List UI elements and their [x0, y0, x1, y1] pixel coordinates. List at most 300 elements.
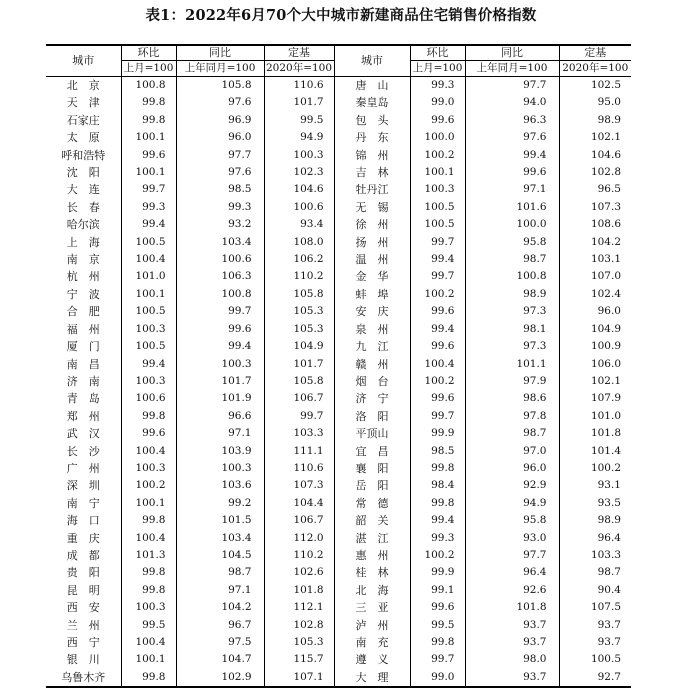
- yoy-index: 100.3: [176, 460, 264, 477]
- yoy-index: 98.7: [465, 251, 559, 268]
- yoy-index: 97.3: [465, 338, 559, 355]
- mom-index: 100.5: [410, 216, 465, 233]
- yoy-index: 95.8: [465, 234, 559, 251]
- city-name: 包 头: [334, 112, 410, 129]
- city-name: 天 津: [66, 96, 100, 110]
- yoy-index: 102.9: [176, 669, 264, 687]
- yoy-index: 99.4: [465, 147, 559, 164]
- yoy-index: 93.7: [465, 617, 559, 634]
- header-mom-right: 环比: [410, 45, 465, 61]
- table-row: [46, 251, 631, 268]
- table-row: [46, 234, 631, 251]
- fixed-base-index: 100.2: [559, 460, 631, 477]
- mom-index: 100.2: [410, 547, 465, 564]
- city-name: 丹 东: [334, 129, 410, 146]
- yoy-index: 92.6: [465, 582, 559, 599]
- header-yoy-base-right: 上年同月=100: [465, 61, 559, 77]
- city-name: 成 都: [66, 548, 100, 562]
- fixed-base-index: 93.4: [264, 216, 334, 233]
- yoy-index: 104.7: [176, 651, 264, 668]
- fixed-base-index: 107.1: [264, 669, 334, 687]
- fixed-base-index: 90.4: [559, 582, 631, 599]
- yoy-index: 96.0: [176, 129, 264, 146]
- city-name: 蚌 埠: [334, 286, 410, 303]
- city-name: 南 宁: [66, 496, 100, 510]
- city-name: 金 华: [334, 268, 410, 285]
- yoy-index: 97.6: [176, 94, 264, 111]
- fixed-base-index: 104.9: [264, 338, 334, 355]
- table-row: [46, 286, 631, 303]
- fixed-base-index: 106.7: [264, 512, 334, 529]
- city-name: 桂 林: [334, 564, 410, 581]
- mom-index: 99.8: [121, 564, 176, 581]
- table-row: [46, 356, 631, 373]
- table-row: [46, 425, 631, 442]
- fixed-base-index: 110.6: [264, 77, 334, 95]
- mom-index: 99.6: [410, 112, 465, 129]
- city-name: 湛 江: [334, 530, 410, 547]
- city-name: 吉 林: [334, 164, 410, 181]
- table-row: [46, 460, 631, 477]
- fixed-base-index: 101.4: [559, 443, 631, 460]
- city-name: 牡丹江: [334, 181, 410, 198]
- mom-index: 100.0: [410, 129, 465, 146]
- city-name: 宜 昌: [334, 443, 410, 460]
- fixed-base-index: 104.4: [264, 495, 334, 512]
- mom-index: 99.5: [410, 617, 465, 634]
- yoy-index: 98.9: [465, 286, 559, 303]
- mom-index: 99.6: [121, 425, 176, 442]
- fixed-base-index: 110.6: [264, 460, 334, 477]
- yoy-index: 97.1: [465, 181, 559, 198]
- fixed-base-index: 96.0: [559, 303, 631, 320]
- city-name: 兰 州: [66, 618, 100, 632]
- yoy-index: 100.8: [465, 268, 559, 285]
- mom-index: 99.6: [410, 303, 465, 320]
- yoy-index: 100.6: [176, 251, 264, 268]
- fixed-base-index: 106.2: [264, 251, 334, 268]
- mom-index: 100.4: [121, 251, 176, 268]
- fixed-base-index: 112.1: [264, 599, 334, 616]
- fixed-base-index: 105.3: [264, 634, 334, 651]
- table-row: [46, 129, 631, 146]
- yoy-index: 92.9: [465, 477, 559, 494]
- fixed-base-index: 115.7: [264, 651, 334, 668]
- yoy-index: 106.3: [176, 268, 264, 285]
- mom-index: 99.0: [410, 94, 465, 111]
- yoy-index: 97.7: [465, 77, 559, 95]
- mom-index: 99.8: [410, 495, 465, 512]
- city-name: 青 岛: [66, 392, 100, 406]
- city-name: 海 口: [66, 514, 100, 528]
- mom-index: 99.8: [121, 512, 176, 529]
- yoy-index: 97.9: [465, 373, 559, 390]
- mom-index: 100.3: [121, 599, 176, 616]
- mom-index: 99.8: [121, 669, 176, 687]
- fixed-base-index: 100.3: [264, 147, 334, 164]
- yoy-index: 98.5: [176, 181, 264, 198]
- mom-index: 100.3: [410, 181, 465, 198]
- fixed-base-index: 98.9: [559, 112, 631, 129]
- price-index-table: [46, 44, 631, 688]
- city-name: 九 江: [334, 338, 410, 355]
- yoy-index: 99.6: [465, 164, 559, 181]
- fixed-base-index: 102.3: [264, 164, 334, 181]
- city-name: 石家庄: [66, 113, 100, 127]
- city-name: 北 海: [334, 582, 410, 599]
- table-row: [46, 268, 631, 285]
- fixed-base-index: 102.1: [559, 129, 631, 146]
- city-name: 宁 波: [66, 287, 100, 301]
- fixed-base-index: 100.5: [559, 651, 631, 668]
- table-row: [46, 390, 631, 407]
- city-name: 大 理: [334, 669, 410, 687]
- table-row: [46, 303, 631, 320]
- mom-index: 100.4: [121, 634, 176, 651]
- fixed-base-index: 104.2: [559, 234, 631, 251]
- table-header: [46, 45, 631, 77]
- yoy-index: 97.8: [465, 408, 559, 425]
- mom-index: 99.4: [410, 251, 465, 268]
- city-name: 南 充: [334, 634, 410, 651]
- city-name: 重 庆: [66, 531, 100, 545]
- mom-index: 100.2: [121, 477, 176, 494]
- fixed-base-index: 105.3: [264, 321, 334, 338]
- fixed-base-index: 103.3: [559, 547, 631, 564]
- table-row: [46, 199, 631, 216]
- mom-index: 99.4: [121, 356, 176, 373]
- table-row: [46, 512, 631, 529]
- mom-index: 100.5: [121, 234, 176, 251]
- mom-index: 99.8: [410, 634, 465, 651]
- mom-index: 100.4: [121, 443, 176, 460]
- header-mom-base-right: 上月=100: [410, 61, 465, 77]
- city-name: 无 锡: [334, 199, 410, 216]
- city-name: 郑 州: [66, 409, 100, 423]
- city-name: 长 沙: [66, 444, 100, 458]
- yoy-index: 96.7: [176, 617, 264, 634]
- mom-index: 99.7: [410, 234, 465, 251]
- city-name: 贵 阳: [66, 566, 100, 580]
- table-row: [46, 547, 631, 564]
- fixed-base-index: 106.7: [264, 390, 334, 407]
- city-name: 太 原: [66, 131, 100, 145]
- mom-index: 99.9: [410, 425, 465, 442]
- mom-index: 100.5: [410, 199, 465, 216]
- mom-index: 98.5: [410, 443, 465, 460]
- table-row: [46, 77, 631, 95]
- mom-index: 99.8: [121, 582, 176, 599]
- city-name: 秦皇岛: [334, 94, 410, 111]
- fixed-base-index: 100.9: [559, 338, 631, 355]
- fixed-base-index: 105.3: [264, 303, 334, 320]
- mom-index: 99.6: [410, 599, 465, 616]
- city-name: 哈尔滨: [66, 218, 100, 232]
- city-name: 厦 门: [66, 340, 100, 354]
- fixed-base-index: 102.6: [264, 564, 334, 581]
- table-row: [46, 94, 631, 111]
- mom-index: 100.2: [410, 286, 465, 303]
- city-name: 西 安: [66, 601, 100, 615]
- yoy-index: 96.9: [176, 112, 264, 129]
- fixed-base-index: 92.7: [559, 669, 631, 687]
- fixed-base-index: 101.0: [559, 408, 631, 425]
- yoy-index: 95.8: [465, 512, 559, 529]
- fixed-base-index: 93.5: [559, 495, 631, 512]
- mom-index: 100.1: [121, 129, 176, 146]
- table-row: [46, 147, 631, 164]
- table-row: [46, 181, 631, 198]
- header-mom-base: 上月=100: [121, 61, 176, 77]
- fixed-base-index: 107.5: [559, 599, 631, 616]
- city-name: 银 川: [66, 653, 100, 667]
- fixed-base-index: 104.6: [264, 181, 334, 198]
- table-title: 表1：2022年6月70个大中城市新建商品住宅销售价格指数: [145, 7, 537, 24]
- mom-index: 100.3: [121, 460, 176, 477]
- yoy-index: 100.3: [176, 356, 264, 373]
- table-row: [46, 477, 631, 494]
- mom-index: 99.6: [121, 147, 176, 164]
- fixed-base-index: 105.8: [264, 286, 334, 303]
- mom-index: 99.7: [410, 408, 465, 425]
- city-name: 沈 阳: [66, 166, 100, 180]
- mom-index: 100.6: [121, 390, 176, 407]
- yoy-index: 96.4: [465, 564, 559, 581]
- mom-index: 101.3: [121, 547, 176, 564]
- yoy-index: 93.0: [465, 530, 559, 547]
- yoy-index: 98.0: [465, 651, 559, 668]
- table-row: [46, 373, 631, 390]
- header-fixed: 定基: [264, 45, 334, 61]
- table-row: [46, 599, 631, 616]
- fixed-base-index: 102.5: [559, 77, 631, 95]
- fixed-base-index: 100.6: [264, 199, 334, 216]
- mom-index: 100.4: [410, 356, 465, 373]
- fixed-base-index: 110.2: [264, 547, 334, 564]
- yoy-index: 100.8: [176, 286, 264, 303]
- city-name: 深 圳: [66, 479, 100, 493]
- table-row: [46, 321, 631, 338]
- header-yoy: 同比: [176, 45, 264, 61]
- fixed-base-index: 102.8: [264, 617, 334, 634]
- yoy-index: 99.2: [176, 495, 264, 512]
- yoy-index: 101.6: [465, 199, 559, 216]
- table-body: [46, 77, 631, 688]
- mom-index: 99.7: [121, 181, 176, 198]
- fixed-base-index: 101.8: [264, 582, 334, 599]
- fixed-base-index: 93.7: [559, 617, 631, 634]
- yoy-index: 101.1: [465, 356, 559, 373]
- fixed-base-index: 107.3: [264, 477, 334, 494]
- table-row: [46, 495, 631, 512]
- city-name: 南 京: [66, 253, 100, 267]
- mom-index: 99.4: [410, 512, 465, 529]
- table-row: [46, 651, 631, 668]
- city-name: 泉 州: [334, 321, 410, 338]
- table-row: [46, 617, 631, 634]
- fixed-base-index: 102.1: [559, 373, 631, 390]
- yoy-index: 99.6: [176, 321, 264, 338]
- fixed-base-index: 99.7: [264, 408, 334, 425]
- yoy-index: 96.0: [465, 460, 559, 477]
- fixed-base-index: 108.6: [559, 216, 631, 233]
- fixed-base-index: 95.0: [559, 94, 631, 111]
- fixed-base-index: 104.6: [559, 147, 631, 164]
- city-name: 赣 州: [334, 356, 410, 373]
- mom-index: 99.3: [410, 530, 465, 547]
- fixed-base-index: 107.3: [559, 199, 631, 216]
- yoy-index: 101.7: [176, 373, 264, 390]
- yoy-index: 97.1: [176, 425, 264, 442]
- yoy-index: 97.1: [176, 582, 264, 599]
- city-name: 遵 义: [334, 651, 410, 668]
- fixed-base-index: 99.5: [264, 112, 334, 129]
- table-row: [46, 216, 631, 233]
- yoy-index: 98.7: [176, 564, 264, 581]
- mom-index: 99.4: [121, 216, 176, 233]
- fixed-base-index: 103.3: [264, 425, 334, 442]
- mom-index: 99.0: [410, 669, 465, 687]
- yoy-index: 99.7: [176, 303, 264, 320]
- yoy-index: 98.1: [465, 321, 559, 338]
- fixed-base-index: 106.0: [559, 356, 631, 373]
- mom-index: 99.6: [410, 338, 465, 355]
- yoy-index: 103.4: [176, 530, 264, 547]
- table-row: [46, 443, 631, 460]
- table-row: [46, 669, 631, 687]
- city-name: 上 海: [66, 235, 100, 249]
- yoy-index: 101.9: [176, 390, 264, 407]
- table-row: [46, 582, 631, 599]
- yoy-index: 97.6: [176, 164, 264, 181]
- yoy-index: 103.9: [176, 443, 264, 460]
- yoy-index: 97.3: [465, 303, 559, 320]
- table-row: [46, 408, 631, 425]
- fixed-base-index: 108.0: [264, 234, 334, 251]
- mom-index: 100.1: [121, 495, 176, 512]
- city-name: 惠 州: [334, 547, 410, 564]
- city-name: 锦 州: [334, 147, 410, 164]
- fixed-base-index: 105.8: [264, 373, 334, 390]
- city-name: 南 昌: [66, 357, 100, 371]
- yoy-index: 104.2: [176, 599, 264, 616]
- yoy-index: 97.0: [465, 443, 559, 460]
- yoy-index: 98.6: [465, 390, 559, 407]
- city-name: 徐 州: [334, 216, 410, 233]
- mom-index: 100.5: [121, 338, 176, 355]
- yoy-index: 103.6: [176, 477, 264, 494]
- city-name: 呼和浩特: [61, 148, 106, 162]
- fixed-base-index: 96.4: [559, 530, 631, 547]
- fixed-base-index: 107.9: [559, 390, 631, 407]
- yoy-index: 103.4: [176, 234, 264, 251]
- table-row: [46, 112, 631, 129]
- header-yoy-base: 上年同月=100: [176, 61, 264, 77]
- fixed-base-index: 102.8: [559, 164, 631, 181]
- mom-index: 100.2: [410, 147, 465, 164]
- header-mom: 环比: [121, 45, 176, 61]
- city-name: 昆 明: [66, 583, 100, 597]
- city-name: 唐 山: [334, 77, 410, 95]
- yoy-index: 93.2: [176, 216, 264, 233]
- header-city-right: 城市: [334, 45, 410, 77]
- fixed-base-index: 101.7: [264, 356, 334, 373]
- city-name: 福 州: [66, 322, 100, 336]
- city-name: 烟 台: [334, 373, 410, 390]
- yoy-index: 99.3: [176, 199, 264, 216]
- fixed-base-index: 110.2: [264, 268, 334, 285]
- header-fixed-right: 定基: [559, 45, 631, 61]
- mom-index: 99.7: [410, 268, 465, 285]
- mom-index: 99.9: [410, 564, 465, 581]
- city-name: 岳 阳: [334, 477, 410, 494]
- yoy-index: 98.7: [465, 425, 559, 442]
- city-name: 襄 阳: [334, 460, 410, 477]
- yoy-index: 97.7: [176, 147, 264, 164]
- fixed-base-index: 96.5: [559, 181, 631, 198]
- fixed-base-index: 112.0: [264, 530, 334, 547]
- fixed-base-index: 104.9: [559, 321, 631, 338]
- mom-index: 99.8: [121, 94, 176, 111]
- fixed-base-index: 101.8: [559, 425, 631, 442]
- mom-index: 99.6: [410, 390, 465, 407]
- mom-index: 99.5: [121, 617, 176, 634]
- fixed-base-index: 103.1: [559, 251, 631, 268]
- table-row: [46, 164, 631, 181]
- mom-index: 99.3: [410, 77, 465, 95]
- mom-index: 99.4: [410, 321, 465, 338]
- mom-index: 100.1: [121, 286, 176, 303]
- fixed-base-index: 111.1: [264, 443, 334, 460]
- city-name: 温 州: [334, 251, 410, 268]
- mom-index: 100.1: [121, 164, 176, 181]
- mom-index: 99.3: [121, 199, 176, 216]
- header-fixed-base: 2020年=100: [264, 61, 334, 77]
- mom-index: 99.8: [410, 460, 465, 477]
- city-name: 大 连: [66, 183, 100, 197]
- mom-index: 98.4: [410, 477, 465, 494]
- mom-index: 99.8: [121, 408, 176, 425]
- yoy-index: 96.3: [465, 112, 559, 129]
- mom-index: 100.4: [121, 530, 176, 547]
- mom-index: 100.3: [121, 321, 176, 338]
- fixed-base-index: 94.9: [264, 129, 334, 146]
- yoy-index: 97.7: [465, 547, 559, 564]
- mom-index: 99.8: [121, 112, 176, 129]
- yoy-index: 100.0: [465, 216, 559, 233]
- yoy-index: 97.5: [176, 634, 264, 651]
- mom-index: 99.1: [410, 582, 465, 599]
- fixed-base-index: 98.9: [559, 512, 631, 529]
- mom-index: 100.8: [121, 77, 176, 95]
- city-name: 平顶山: [334, 425, 410, 442]
- city-name: 常 德: [334, 495, 410, 512]
- yoy-index: 97.6: [465, 129, 559, 146]
- city-name: 合 肥: [66, 305, 100, 319]
- city-name: 长 春: [66, 200, 100, 214]
- table-row: [46, 530, 631, 547]
- yoy-index: 99.4: [176, 338, 264, 355]
- fixed-base-index: 101.7: [264, 94, 334, 111]
- mom-index: 100.1: [121, 651, 176, 668]
- yoy-index: 93.7: [465, 634, 559, 651]
- city-name: 杭 州: [66, 270, 100, 284]
- city-name: 洛 阳: [334, 408, 410, 425]
- city-name: 三 亚: [334, 599, 410, 616]
- fixed-base-index: 93.7: [559, 634, 631, 651]
- city-name: 广 州: [66, 461, 100, 475]
- fixed-base-index: 102.4: [559, 286, 631, 303]
